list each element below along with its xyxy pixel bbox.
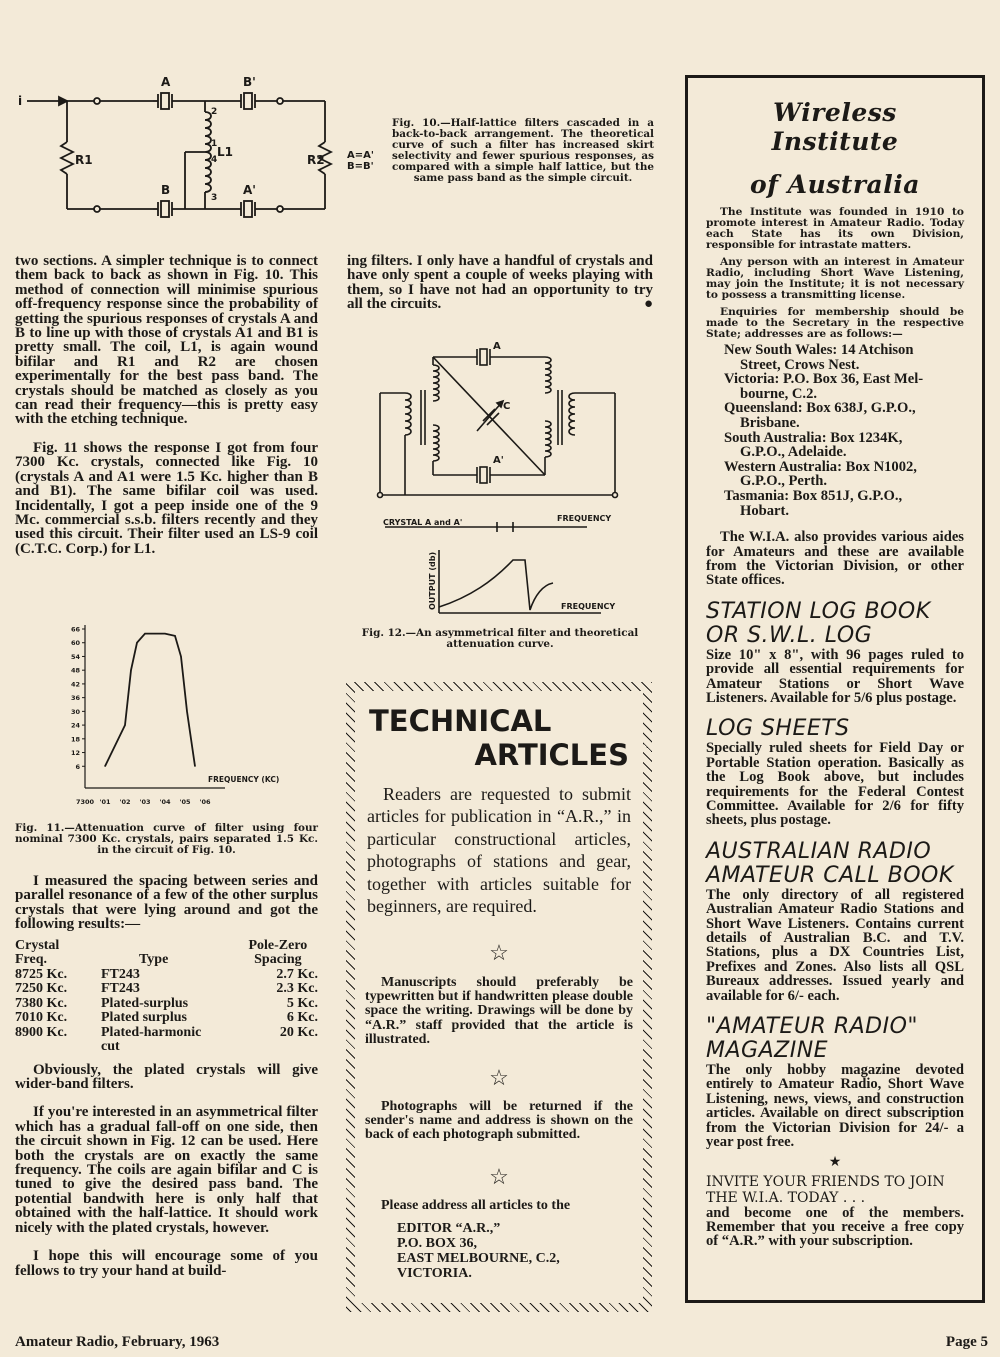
y-tick-label: 66	[70, 625, 80, 634]
fig10-tap-2: 2	[211, 107, 218, 117]
fig12-label-c: C	[503, 401, 511, 412]
heading-amateur-radio-magazine: "AMATEUR RADIO" MAGAZINE	[706, 1014, 919, 1064]
heading-call-book: AUSTRALIAN RADIO AMATEUR CALL BOOK	[706, 838, 954, 888]
fig11-chart	[55, 615, 305, 815]
tech-address-line-4: VICTORIA.	[397, 1266, 472, 1281]
sidebar-title-1: Wireless Institute	[771, 98, 899, 156]
table-row	[15, 997, 318, 1012]
y-tick-label: 36	[70, 694, 80, 703]
sidebar-paragraph-4: The W.I.A. also provides various aides for Amateurs and these are available from the Victorian Division, or other State offices.	[706, 529, 964, 589]
fig10-diagram	[15, 72, 385, 232]
col1-paragraph-6: I hope this will encourage some of you fellows to try your hand at build-	[15, 1248, 318, 1279]
crystal-freq-cell: 7010 Kc.	[15, 1010, 68, 1026]
table-row	[15, 1011, 318, 1026]
table-row	[15, 1026, 318, 1055]
x-axis-label: FREQUENCY (KC)	[208, 775, 280, 784]
end-mark: ●	[643, 296, 653, 313]
fig10-caption-wrap	[392, 118, 654, 184]
col1-paragraph-5: If you're interested in an asymmetrical filter which has a gradual fall-off on one side, then the circuit shown in Fig. 12 can be used. Here both the crystals are on exactly the same frequency. The coils are again bifilar and C is tuned to give the desired pass band. The potential bandwith here is only half that obtained with the half-lattice. It should work nicely with the plated crystals, however.	[15, 1104, 318, 1236]
sidebar-star-icon: ★	[828, 1153, 842, 1170]
state-address-line-2: bourne, C.2.	[740, 385, 818, 402]
fig12-label-output: OUTPUT (db)	[428, 551, 437, 610]
y-tick-label: 6	[75, 762, 80, 771]
y-tick-label: 42	[70, 680, 80, 689]
magazine-text: The only hobby magazine devoted entirely to Amateur Radio, Short Wave Listening, news, views, and construction articles. Available on direct subscription from the Victorian Division for 24/- a year post free.	[706, 1062, 964, 1151]
tech-paragraph-4: Please address all articles to the	[381, 1198, 571, 1213]
star-icon: ☆	[489, 1066, 509, 1091]
state-address-line-1: Tasmania: Box 851J, G.P.O.,	[724, 487, 903, 504]
tech-address-line-3: EAST MELBOURNE, C.2,	[397, 1251, 560, 1266]
table-row	[15, 968, 318, 983]
crystal-type-cell: FT243	[101, 981, 140, 997]
data-point	[180, 656, 181, 657]
sidebar-title-2: of Australia	[750, 170, 920, 199]
fig10-label-b: B	[161, 183, 171, 197]
fig10-tap-4: 4	[211, 155, 218, 165]
x-tick-label: '01	[99, 798, 111, 806]
fig10-label-l1: L1	[217, 145, 233, 159]
y-tick-label: 60	[70, 639, 80, 648]
column-2	[347, 254, 653, 312]
heading-station-log-book: STATION LOG BOOK OR S.W.L. LOG	[706, 598, 931, 648]
state-address	[706, 431, 964, 460]
crystal-type-cell: Plated-harmonic cut	[101, 1024, 202, 1055]
tech-address	[397, 1221, 560, 1281]
crystal-spacing-cell: 20 Kc.	[279, 1024, 318, 1040]
call-book-text: The only directory of all registered Australian Amateur Radio Stations and Short Wave Listeners. Contains current details of Australian B.C. and T.V. Stations, plus a DX Countries List, Prefixes and Zones. Also lists all QSL Bureaux addresses. Issued yearly and available for 6/- each.	[706, 886, 964, 1004]
sidebar-paragraph-2: Any person with an interest in Amateur Radio, including Short Wave Listening, may join the Institute; it is not necessary to possess a transmitting license.	[706, 256, 964, 301]
fig11-caption-wrap	[15, 823, 318, 856]
tech-heading-2: ARTICLES	[474, 738, 629, 772]
invite-heading: INVITE YOUR FRIENDS TO JOIN THE W.I.A. TODAY . . .	[706, 1173, 945, 1206]
tech-paragraph-1: Readers are requested to submit articles for publication in “A.R.,” in particular constructional articles, photographs of stations and gear, together with articles suitable for beginners, are required.	[367, 784, 631, 917]
state-address	[706, 489, 964, 518]
table-header-freq: Crystal Freq.	[15, 937, 60, 968]
tech-heading-1: TECHNICAL	[369, 704, 552, 738]
sidebar-paragraph-1: The Institute was founded in 1910 to promote interest in Amateur Radio. Today each State has its own Division, responsible for intrastate matters.	[706, 206, 964, 251]
fig12-label-a: A	[493, 341, 501, 352]
state-address	[706, 401, 964, 430]
fig11-svg	[55, 615, 305, 815]
crystal-type-cell: FT243	[101, 966, 140, 982]
crystal-type-cell: Plated-surplus	[101, 995, 189, 1011]
fig12-diagram	[375, 335, 635, 625]
state-address-line-2: Street, Crows Nest.	[740, 356, 860, 373]
data-point	[186, 711, 187, 712]
fig12-svg	[375, 335, 635, 625]
invite-text: and become one of the members. Remember that you receive a free copy of “A.R.” with your subscription.	[706, 1204, 964, 1250]
data-point	[136, 642, 137, 643]
fig11-caption: Fig. 11.—Attenuation curve of filter using four nominal 7300 Kc. crystals, pairs separated 1.5 Kc. in the circuit of Fig. 10.	[15, 822, 318, 856]
footer-publication: Amateur Radio, February, 1963	[15, 1334, 220, 1350]
state-address-line-1: Western Australia: Box N1002,	[724, 458, 917, 475]
col1-paragraph-2: Fig. 11 shows the response I got from four 7300 Kc. crystals, connected like Fig. 10 (crystals A and A1 were 1.5 Kc. higher than B and B1). The same bifilar coil was used. Incidentally, I got a peep inside one of the 9 Mc. commercial s.s.b. filters recently and they used this circuit. Their filter used an LS-9 coil (C.T.C. Corp.) for L1.	[15, 439, 318, 557]
fig10-label-r2: R2	[307, 153, 325, 167]
state-address-line-2: Hobart.	[740, 502, 790, 519]
x-tick-label: '05	[179, 798, 191, 806]
data-point	[124, 724, 125, 725]
fig10-input-label: i	[18, 94, 23, 108]
x-tick-label: '03	[139, 798, 151, 806]
fig10-svg	[15, 72, 385, 232]
fig12-caption-wrap	[347, 628, 653, 650]
state-address-line-1: Victoria: P.O. Box 36, East Mel-	[724, 371, 924, 388]
fig10-label-a: A	[161, 75, 171, 89]
state-address-list	[706, 343, 964, 518]
station-log-book-text: Size 10" x 8", with 96 pages ruled to provide all essential requirements for Amateur Stations or Short Wave Listeners. Available for 5/6 plus postage.	[706, 646, 964, 706]
fig10-equality-note: A=A' B=B'	[347, 150, 374, 172]
crystal-freq-cell: 8900 Kc.	[15, 1024, 68, 1040]
state-address-line-2: G.P.O., Adelaide.	[740, 444, 847, 461]
crystal-spacing-cell: 5 Kc.	[286, 995, 318, 1011]
data-point	[130, 670, 131, 671]
technical-articles-box	[346, 682, 652, 1312]
wia-sidebar	[685, 75, 985, 1303]
x-tick-label: 7300	[75, 798, 95, 806]
fig10-tap-1: 1	[211, 139, 218, 149]
crystal-type-cell: Plated surplus	[101, 1010, 187, 1026]
fig12-label-crystal: CRYSTAL A and A'	[383, 518, 463, 527]
state-address-line-1: New South Wales: 14 Atchison	[724, 342, 914, 358]
table-row	[15, 982, 318, 997]
table-header-type: Type	[139, 951, 169, 967]
attenuation-curve	[105, 634, 195, 767]
crystal-freq-cell: 7380 Kc.	[15, 995, 68, 1011]
state-address	[706, 460, 964, 489]
state-address	[706, 343, 964, 372]
x-tick-label: '02	[119, 798, 131, 806]
fig10-label-b-prime: B'	[243, 75, 256, 89]
fig12-label-frequency-2: FREQUENCY	[561, 602, 616, 611]
state-address-line-1: Queensland: Box 638J, G.P.O.,	[724, 400, 916, 417]
col1-paragraph-3: I measured the spacing between series and parallel resonance of a few of the other surplus crystals that were lying around and got the following results:—	[15, 873, 318, 933]
state-address-line-2: Brisbane.	[740, 414, 800, 431]
y-tick-label: 18	[70, 735, 80, 744]
x-tick-label: '06	[199, 798, 211, 806]
log-sheets-text: Specially ruled sheets for Field Day or Portable Station operation. Basically as the Log Book above, but includes requirements for the Federal Contest Committee. Available for 2/6 for fifty sheets, plus postage.	[706, 740, 964, 829]
x-tick-label: '04	[159, 798, 171, 806]
footer-page-number: Page 5	[945, 1334, 988, 1350]
heading-log-sheets: LOG SHEETS	[706, 716, 850, 742]
y-tick-label: 30	[70, 707, 80, 716]
y-tick-label: 54	[70, 652, 80, 661]
fig12-label-frequency: FREQUENCY	[557, 514, 612, 523]
sidebar-paragraph-3: Enquiries for membership should be made to the Secretary in the respective State; addresses are as follows:—	[706, 306, 964, 340]
col2-paragraph-1-text: ing filters. I only have a handful of crystals and have only spent a couple of weeks playing with them, so I have not had an opportunity to try all the circuits.	[347, 253, 653, 313]
star-icon: ☆	[489, 1165, 509, 1190]
col1-paragraph-1: two sections. A simpler technique is to connect them back to back as shown in Fig. 10. This method of connection will minimise spurious off-frequency response since the probability of getting the spurious responses of crystals A and B to line up with those of crystals A1 and B1 is pretty small. The coil, L1, is again wound bifilar and R1 and R2 are chosen experimentally for the best pass band. The crystals should be matched as closely as you can read their frequency—this is pretty easy with the etching technique.	[15, 253, 318, 428]
data-point	[144, 633, 145, 634]
data-point	[194, 766, 195, 767]
tech-address-line-2: P.O. BOX 36,	[397, 1236, 477, 1251]
fig10-label-r1: R1	[75, 153, 93, 167]
state-address	[706, 372, 964, 401]
crystal-table	[15, 939, 318, 1055]
data-point	[104, 766, 105, 767]
y-tick-label: 48	[70, 666, 80, 675]
crystal-spacing-cell: 2.3 Kc.	[276, 981, 318, 997]
crystal-freq-cell: 8725 Kc.	[15, 966, 68, 982]
col2-paragraph-1	[347, 254, 653, 312]
fig12-caption: Fig. 12.—An asymmetrical filter and theoretical attenuation curve.	[361, 627, 639, 650]
table-header-spacing: Pole-Zero Spacing	[248, 937, 308, 968]
fig12-label-a-prime: A'	[493, 455, 504, 466]
data-point	[154, 633, 155, 634]
state-address-line-1: South Australia: Box 1234K,	[724, 429, 903, 446]
tech-paragraph-3: Photographs will be returned if the sender's name and address is shown on the back of each photograph submitted.	[365, 1099, 633, 1143]
fig10-caption: Fig. 10.—Half-lattice filters cascaded in a back-to-back arrangement. The theoretical curve of such a filter has increased skirt selectivity and fewer spurious responses, as compared with a simple half lattice, but the same pass band as the simple circuit.	[392, 117, 654, 184]
column-1	[15, 254, 318, 556]
y-tick-label: 12	[70, 749, 80, 758]
crystal-spacing-cell: 2.7 Kc.	[276, 966, 318, 982]
tech-paragraph-2: Manuscripts should preferably be typewritten but if handwritten please double space the writing. Drawings will be done by “A.R.” staff provided that the article is illustrated.	[365, 975, 633, 1047]
column-1-lower	[15, 874, 318, 1278]
state-address-line-2: G.P.O., Perth.	[740, 473, 828, 490]
crystal-freq-cell: 7250 Kc.	[15, 981, 68, 997]
data-point	[164, 633, 165, 634]
fig10-label-a-prime: A'	[243, 183, 256, 197]
col1-paragraph-4: Obviously, the plated crystals will give wider-band filters.	[15, 1061, 318, 1093]
y-tick-label: 24	[70, 721, 80, 730]
star-icon: ☆	[489, 941, 509, 966]
fig10-tap-3: 3	[211, 193, 218, 203]
data-point	[174, 635, 175, 636]
crystal-spacing-cell: 6 Kc.	[286, 1010, 318, 1026]
tech-address-line-1: EDITOR “A.R.,”	[397, 1221, 501, 1236]
